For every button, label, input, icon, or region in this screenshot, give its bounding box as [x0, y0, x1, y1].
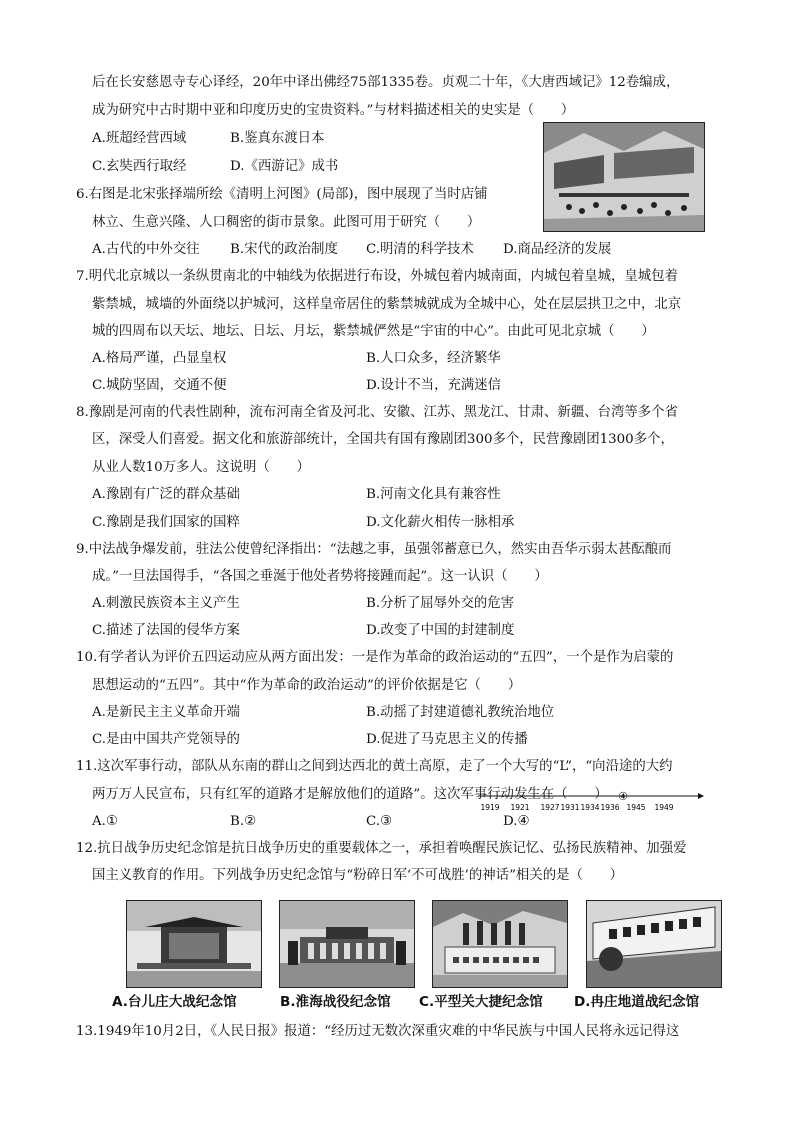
q8-line-3: 从业人数10万多人。这说明（ ） — [92, 460, 310, 475]
q11-line-2: 两万万人民宣布，只有红军的道路才是解放他们的道路”。这次军事行动发生在（ ） — [92, 787, 608, 802]
timeline-tick-label: 1945 — [626, 803, 646, 812]
timeline-tick-label: 1949 — [654, 803, 674, 812]
q8-option-c: C.豫剧是我们国家的国粹 — [92, 515, 240, 530]
timeline-marker: ④ — [618, 790, 628, 803]
q6-option-a: A.古代的中外交往 — [92, 242, 200, 257]
q11-option-d: D.④ — [503, 814, 530, 829]
q8-option-b: B.河南文化具有兼容性 — [366, 487, 501, 502]
qingming-painting-image — [543, 122, 705, 232]
q13-line-1: 13.1949年10月2日，《人民日报》报道：“经历过无数次深重灾难的中华民族与中国人民将永远记得这 — [76, 1024, 680, 1039]
q9-option-d: D.改变了中国的封建制度 — [366, 623, 515, 638]
q10-line-1: 10.有学者认为评价五四运动应从两方面出发：一是作为革命的政治运动的“五四”，一个是作为启蒙的 — [76, 650, 674, 665]
museum-caption-b: B.淮海战役纪念馆 — [280, 994, 391, 1010]
timeline-tick-label: 1919 — [480, 803, 500, 812]
q7-line-1: 7.明代北京城以一条纵贯南北的中轴线为依据进行布设，外城包着内城南面，内城包着皇城，皇城包着 — [76, 269, 678, 284]
q9-line-2: 成。”一旦法国得手，“各国之垂涎于他处者势将接踵而起”。这一认识（ ） — [92, 569, 548, 584]
q10-option-c: C.是由中国共产党领导的 — [92, 732, 240, 747]
q7-option-c: C.城防坚固，交通不便 — [92, 378, 227, 393]
q8-line-2: 区，深受人们喜爱。据文化和旅游部统计，全国共有国有豫剧团300多个，民营豫剧团1300多个， — [92, 432, 674, 447]
q5-option-c: C.玄奘西行取经 — [92, 159, 187, 174]
museum-caption-c: C.平型关大捷纪念馆 — [419, 994, 543, 1010]
q6-option-d: D.商品经济的发展 — [503, 242, 612, 257]
q7-option-d: D.设计不当，充满迷信 — [366, 378, 502, 393]
q5-line-2: 成为研究中古时期中亚和印度历史的宝贵资料。”与材料描述相关的史实是（ ） — [92, 103, 575, 118]
timeline-tick-label: 1921 — [510, 803, 530, 812]
q11-option-b: B.② — [230, 814, 257, 829]
timeline-tick-label: 1927 — [540, 803, 560, 812]
history-timeline — [476, 788, 706, 814]
q7-option-a: A.格局严谨，凸显皇权 — [92, 351, 227, 366]
q9-option-a: A.刺激民族资本主义产生 — [92, 596, 240, 611]
q5-option-d: D.《西游记》成书 — [230, 159, 339, 174]
q11-line-1: 11.这次军事行动，部队从东南的群山之间到达西北的黄土高原，走了一个大写的“L”，“向沿途的大约 — [76, 759, 673, 774]
timeline-arrowhead — [698, 793, 704, 799]
timeline-tick-label: 1934 — [580, 803, 600, 812]
q5-option-a: A.班超经营西域 — [92, 131, 187, 146]
q6-line-1: 6.右图是北宋张择端所绘《清明上河图》(局部)，图中展现了当时店铺 — [76, 187, 488, 202]
q10-option-a: A.是新民主主义革命开端 — [92, 705, 240, 720]
q12-line-2: 国主义教育的作用。下列战争历史纪念馆与“粉碎日军‘不可战胜’的神话”相关的是（ ） — [92, 868, 624, 883]
taierzhuang-museum-photo — [126, 900, 262, 988]
q10-option-b: B.动摇了封建道德礼教统治地位 — [366, 705, 555, 720]
q8-option-d: D.文化薪火相传一脉相承 — [366, 515, 515, 530]
q10-option-d: D.促进了马克思主义的传播 — [366, 732, 528, 747]
timeline-tick-label: 1936 — [600, 803, 620, 812]
q7-line-2: 紫禁城，城墙的外面绕以护城河，这样皇帝居住的紫禁城就成为全城中心，处在层层拱卫之中，北京 — [92, 297, 682, 312]
pingxingguan-museum-photo — [432, 900, 568, 988]
q11-option-c: C.③ — [366, 814, 393, 829]
q8-option-a: A.豫剧有广泛的群众基础 — [92, 487, 240, 502]
q9-line-1: 9.中法战争爆发前，驻法公使曾纪泽指出：“法越之事，虽强邻蓄意已久，然实由吾华示弱太甚酝酿而 — [76, 542, 672, 557]
museum-caption-d: D.冉庄地道战纪念馆 — [574, 994, 700, 1010]
museum-caption-a: A.台儿庄大战纪念馆 — [112, 994, 237, 1010]
q5-option-b: B.鉴真东渡日本 — [230, 131, 325, 146]
q5-line-1: 后在长安慈恩寺专心译经，20年中译出佛经75部1335卷。贞观二十年，《大唐西域记》12卷编成， — [92, 75, 680, 90]
q12-line-1: 12.抗日战争历史纪念馆是抗日战争历史的重要载体之一，承担着唤醒民族记忆、弘扬民族精神、加强爱 — [76, 841, 687, 856]
q6-line-2: 林立、生意兴隆、人口稠密的街市景象。此图可用于研究（ ） — [92, 215, 481, 230]
q9-option-c: C.描述了法国的侵华方案 — [92, 623, 240, 638]
q6-option-c: C.明清的科学技术 — [366, 242, 474, 257]
huaihai-museum-photo — [279, 900, 415, 988]
q6-option-b: B.宋代的政治制度 — [230, 242, 338, 257]
q10-line-2: 思想运动的“五四”。其中“作为革命的政治运动”的评价依据是它（ ） — [92, 678, 522, 693]
q7-line-3: 城的四周布以天坛、地坛、日坛、月坛，紫禁城俨然是“宇宙的中心”。由此可见北京城（ ） — [92, 324, 655, 339]
q7-option-b: B.人口众多，经济繁华 — [366, 351, 501, 366]
ranzhuang-museum-photo — [586, 900, 722, 988]
q9-option-b: B.分析了屈辱外交的危害 — [366, 596, 515, 611]
q8-line-1: 8.豫剧是河南的代表性剧种，流布河南全省及河北、安徽、江苏、黑龙江、甘肃、新疆、台湾等多个省 — [76, 405, 678, 420]
timeline-tick-label: 1931 — [560, 803, 580, 812]
q11-option-a: A.① — [92, 814, 118, 829]
